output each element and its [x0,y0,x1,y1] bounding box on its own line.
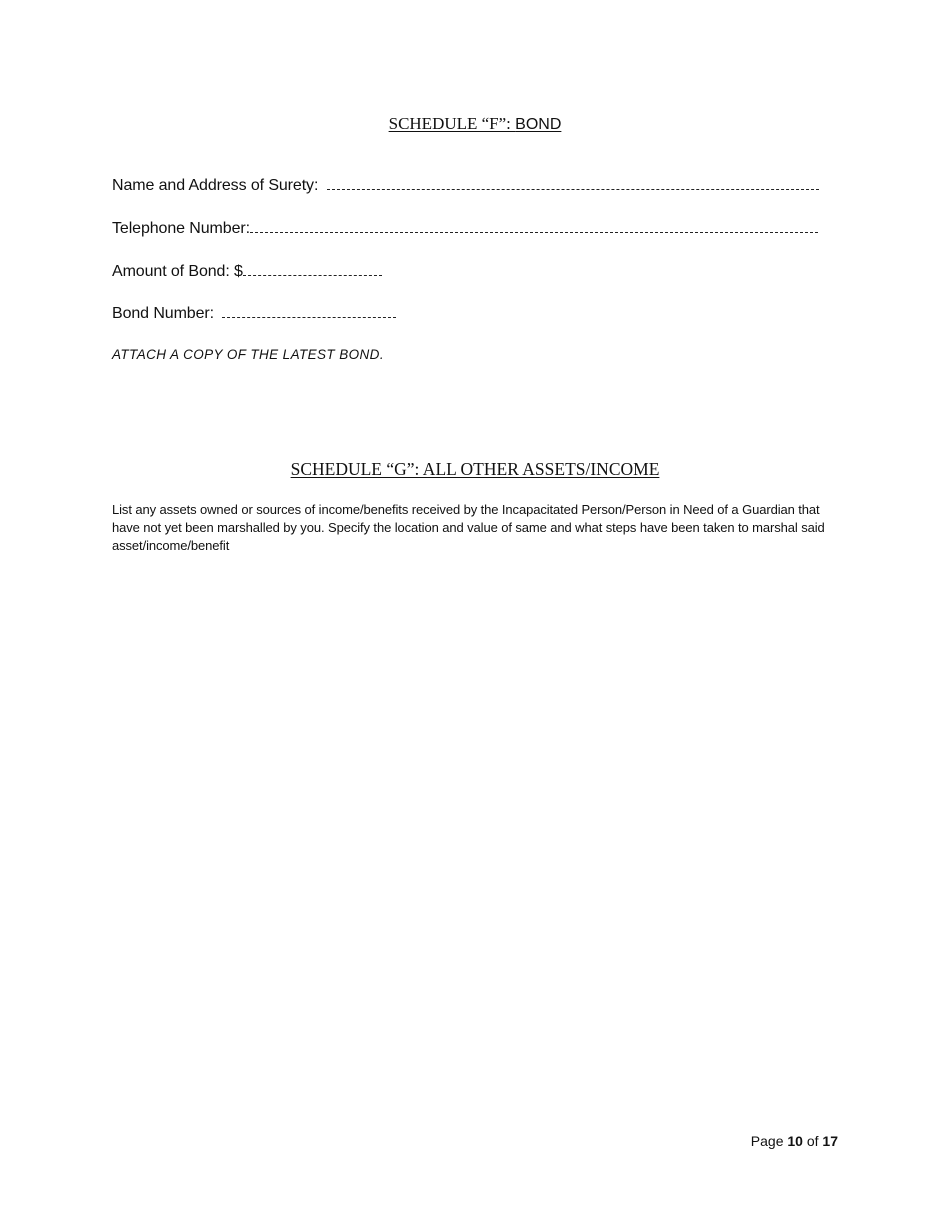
bond-amount-blank-line[interactable] [243,274,382,276]
surety-field [112,177,819,195]
page-label: Page [750,1133,784,1149]
telephone-blank-line[interactable] [250,231,818,233]
bond-amount-field [112,263,382,281]
attach-bond-note: ATTACH A COPY OF THE LATEST BOND. [112,347,384,362]
telephone-label: Telephone Number: [112,220,250,237]
schedule-f-title-prefix: SCHEDULE “F”: [388,114,516,133]
schedule-g-title: SCHEDULE “G”: ALL OTHER ASSETS/INCOME [290,459,660,479]
page-number [751,1133,838,1149]
bond-number-field [112,305,396,323]
bond-number-label: Bond Number: [112,305,214,322]
current-page-number: 10 [787,1133,803,1149]
schedule-f-title [0,114,950,134]
total-page-count: 17 [822,1133,838,1149]
telephone-field [112,220,818,238]
schedule-f-title-bond-word: BOND [515,116,562,133]
of-label: of [806,1133,819,1149]
bond-number-blank-line[interactable] [222,316,396,318]
schedule-g-instructions: List any assets owned or sources of income/benefits received by the Incapacitated Person/Person in Need of a Guardian that have not yet been marshalled by you. Specify the location and value of same and what steps have been taken to marshal said asset/income/benefit [112,502,825,553]
bond-amount-label: Amount of Bond: $ [112,263,243,280]
surety-label: Name and Address of Surety: [112,177,319,194]
surety-blank-line[interactable] [327,188,819,190]
